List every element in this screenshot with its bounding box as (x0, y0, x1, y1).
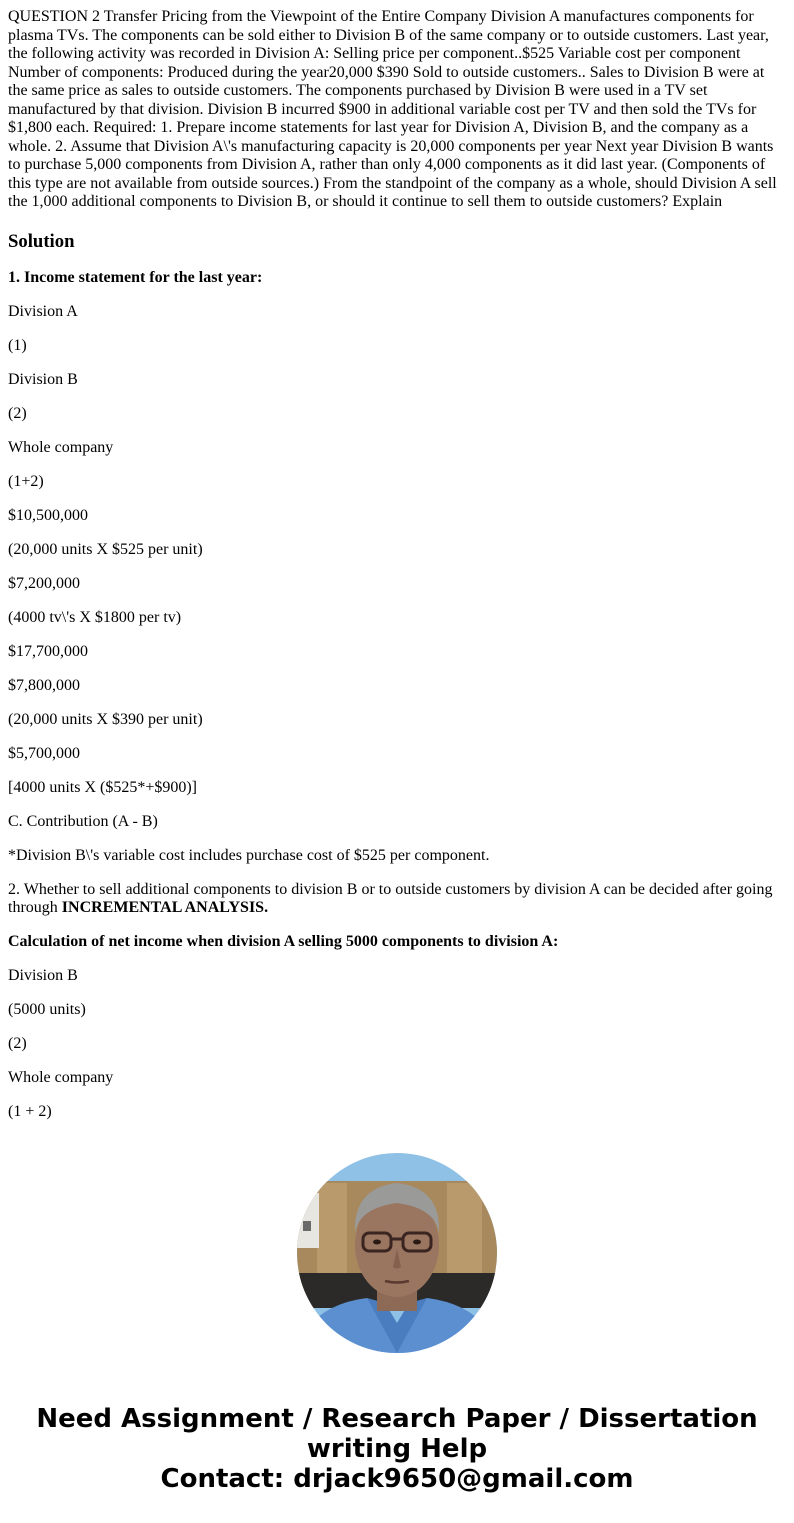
banner-line-2: writing Help (306, 1434, 488, 1464)
part2-text-bold: INCREMENTAL ANALYSIS. (61, 898, 269, 916)
part1-heading: 1. Income statement for the last year: (8, 268, 263, 286)
question-text: QUESTION 2 Transfer Pricing from the Viewpoint of the Entire Company Division A manufactures components for plasma TVs. The components can be sold either to Division B of the same company or to outside customers. Last year, the following activity was recorded in Division A: Selling price per component..$525 Variable cost per component Number of components: Produced during the year20,000 $390 Sold to outside customers.. Sales to Division B were at the same price as sales to outside customers. The components purchased by Division B were used in a TV set manufactured by that division. Division B incurred $900 in additional variable cost per TV and then sold the TVs for $1,800 each. Required: 1. Prepare income statements for last year for Division A, Division B, and the company as a whole. 2. Assume that Division A\'s manufacturing capacity is 20,000 components per year Next year Division B wants to purchase 5,000 components from Division A, rather than only 4,000 components as it did last year. (Components of this type are not available from outside sources.) From the standpoint of the company as a whole, should Division A sell the 1,000 additional components to Division B, or should it continue to sell them to outside customers? Explain (8, 8, 777, 210)
sales-division-a: $10,500,000 (8, 506, 88, 524)
author-photo (297, 1153, 497, 1353)
banner-contact-email: Contact: drjack9650@gmail.com (160, 1464, 634, 1494)
sales-division-b-calc: (4000 tv\'s X $1800 per tv) (8, 608, 182, 626)
column-label-1: (1) (8, 336, 27, 354)
part2-label-division-b: Division B (8, 966, 78, 984)
variable-cost-division-b: $5,700,000 (8, 744, 80, 762)
portrait-image (297, 1153, 497, 1353)
part2-label-5000-units: (5000 units) (8, 1000, 86, 1018)
part2-calc-heading: Calculation of net income when division A selling 5000 components to division A: (8, 932, 559, 950)
variable-cost-division-b-calc: [4000 units X ($525*+$900)] (8, 778, 198, 796)
sales-division-a-calc: (20,000 units X $525 per unit) (8, 540, 203, 558)
part2-text-prefix: 2. Whether to sell additional components to division B or to outside customers by division A can be decided after going through (8, 880, 773, 916)
sales-whole-company: $17,700,000 (8, 642, 88, 660)
column-label-division-a: Division A (8, 302, 78, 320)
contact-banner (0, 1404, 794, 1494)
variable-cost-division-a-calc: (20,000 units X $390 per unit) (8, 710, 203, 728)
part2-label-whole-company: Whole company (8, 1068, 114, 1086)
solution-title: Solution (8, 230, 75, 252)
column-label-division-b: Division B (8, 370, 78, 388)
banner-line-1: Need Assignment / Research Paper / Dissertation (36, 1404, 758, 1434)
variable-cost-division-a: $7,800,000 (8, 676, 80, 694)
footnote: *Division B\'s variable cost includes purchase cost of $525 per component. (8, 846, 490, 864)
part2-label-2: (2) (8, 1034, 27, 1052)
column-label-whole-company: Whole company (8, 438, 114, 456)
contribution-label: C. Contribution (A - B) (8, 812, 158, 830)
part2-label-1-plus-2: (1 + 2) (8, 1102, 52, 1120)
column-label-1-plus-2: (1+2) (8, 472, 44, 490)
part2-text (8, 881, 786, 917)
column-label-2: (2) (8, 404, 27, 422)
sales-division-b: $7,200,000 (8, 574, 80, 592)
